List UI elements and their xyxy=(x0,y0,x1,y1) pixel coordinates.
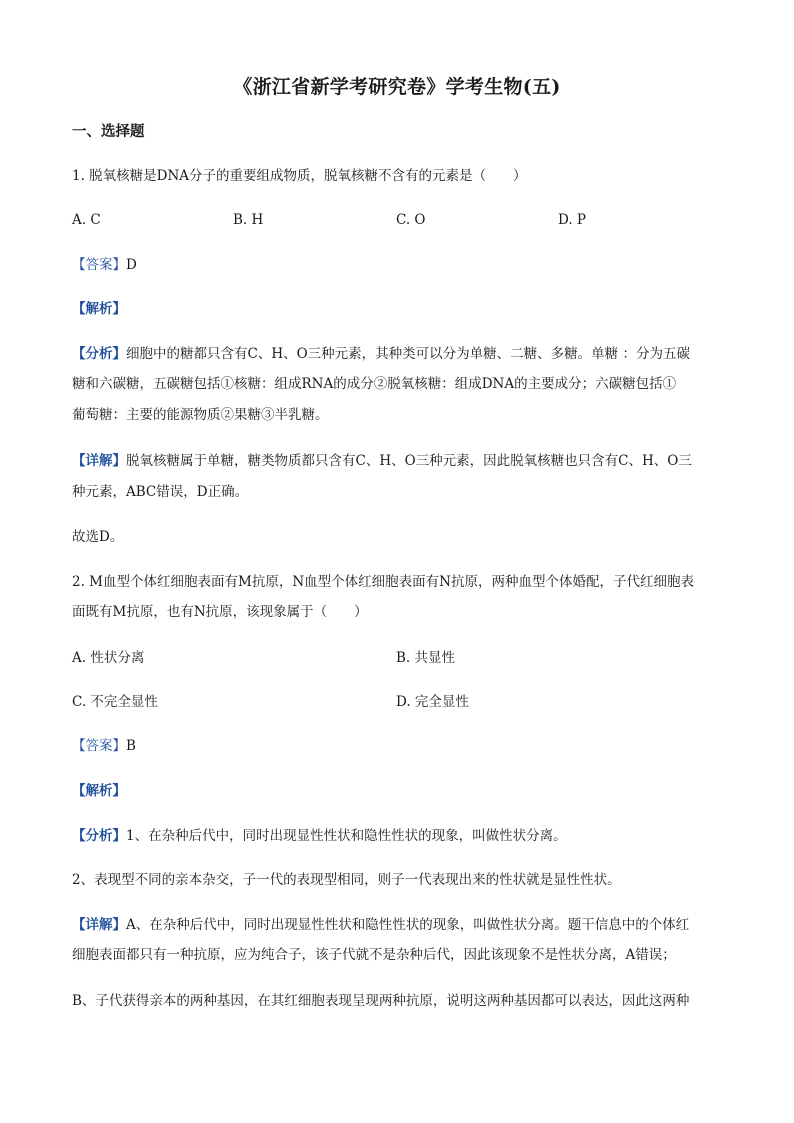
q2-option-d: D. 完全显性 xyxy=(396,694,469,710)
question-1-stem: 1. 脱氧核糖是DNA分子的重要组成物质，脱氧核糖不含有的元素是（ ） xyxy=(72,168,527,184)
question-2-stem-line-1: 2. M血型个体红细胞表面有M抗原，N血型个体红细胞表面有N抗原，两种血型个体婚配，子代红细胞表 xyxy=(72,574,694,590)
answer-tag: 【答案】 xyxy=(72,738,126,754)
q1-answer xyxy=(72,255,722,275)
q2-option-b: B. 共显性 xyxy=(396,650,456,666)
q1-option-c: C. O xyxy=(396,212,426,228)
q1-option-a: A. C xyxy=(72,212,101,228)
q2-answer xyxy=(72,736,722,756)
q2-fenxi-line-2: 2、表现型不同的亲本杂交，子一代的表现型相同，则子一代表现出来的性状就是显性性状。 xyxy=(72,872,621,888)
analysis-tag: 【解析】 xyxy=(72,783,126,799)
q2-xiangjie-line-1 xyxy=(72,915,722,935)
q1-option-d: D. P xyxy=(558,212,587,228)
q2-xiangjie-line-3: B、子代获得亲本的两种基因，在其红细胞表现呈现两种抗原，说明这两种基因都可以表达，因此这两种 xyxy=(72,993,690,1009)
q1-fenxi-line-1 xyxy=(72,344,722,364)
q1-conclusion: 故选D。 xyxy=(72,529,124,545)
q1-option-b: B. H xyxy=(233,212,264,228)
q2-option-c: C. 不完全显性 xyxy=(72,694,158,710)
q2-xiangjie-line-2: 细胞表面都只有一种抗原，应为纯合子，该子代就不是杂种后代，因此该现象不是性状分离，A错误； xyxy=(72,947,676,963)
document-title: 《浙江省新学考研究卷》学考生物(五) xyxy=(233,76,561,98)
answer-value: B xyxy=(126,738,136,754)
q1-fenxi-line-3: 葡萄糖：主要的能源物质②果糖③半乳糖。 xyxy=(72,407,329,423)
section-heading: 一、选择题 xyxy=(72,123,145,140)
fenxi-tag: 【分析】 xyxy=(72,828,126,844)
q1-xiangjie-line-2: 种元素，ABC错误，D正确。 xyxy=(72,484,249,500)
q1-analysis-heading xyxy=(72,299,722,319)
q2-fenxi-line-1 xyxy=(72,826,722,846)
q2-analysis-heading xyxy=(72,781,722,801)
analysis-tag: 【解析】 xyxy=(72,301,126,317)
fenxi-tag: 【分析】 xyxy=(72,346,126,362)
q1-xiangjie-line-1 xyxy=(72,451,722,471)
fenxi-text: 细胞中的糖都只含有C、H、O三种元素，其种类可以分为单糖、二糖、多糖。单糖 ：分为五碳 xyxy=(126,346,690,362)
xiangjie-text: A、在杂种后代中，同时出现显性性状和隐性性状的现象，叫做性状分离。题干信息中的个体红 xyxy=(126,917,690,933)
q1-fenxi-line-2: 糖和六碳糖，五碳糖包括①核糖：组成RNA的成分②脱氧核糖：组成DNA的主要成分；六碳糖包括① xyxy=(72,376,677,392)
answer-value: D xyxy=(126,257,137,273)
answer-tag: 【答案】 xyxy=(72,257,126,273)
fenxi-text: 1、在杂种后代中，同时出现显性性状和隐性性状的现象，叫做性状分离。 xyxy=(126,828,567,844)
question-2-stem-line-2: 面既有M抗原，也有N抗原，该现象属于（ ） xyxy=(72,604,368,620)
xiangjie-tag: 【详解】 xyxy=(72,453,126,469)
q2-option-a: A. 性状分离 xyxy=(72,650,145,666)
xiangjie-text: 脱氧核糖属于单糖，糖类物质都只含有C、H、O三种元素，因此脱氧核糖也只含有C、H、O三 xyxy=(126,453,692,469)
xiangjie-tag: 【详解】 xyxy=(72,917,126,933)
